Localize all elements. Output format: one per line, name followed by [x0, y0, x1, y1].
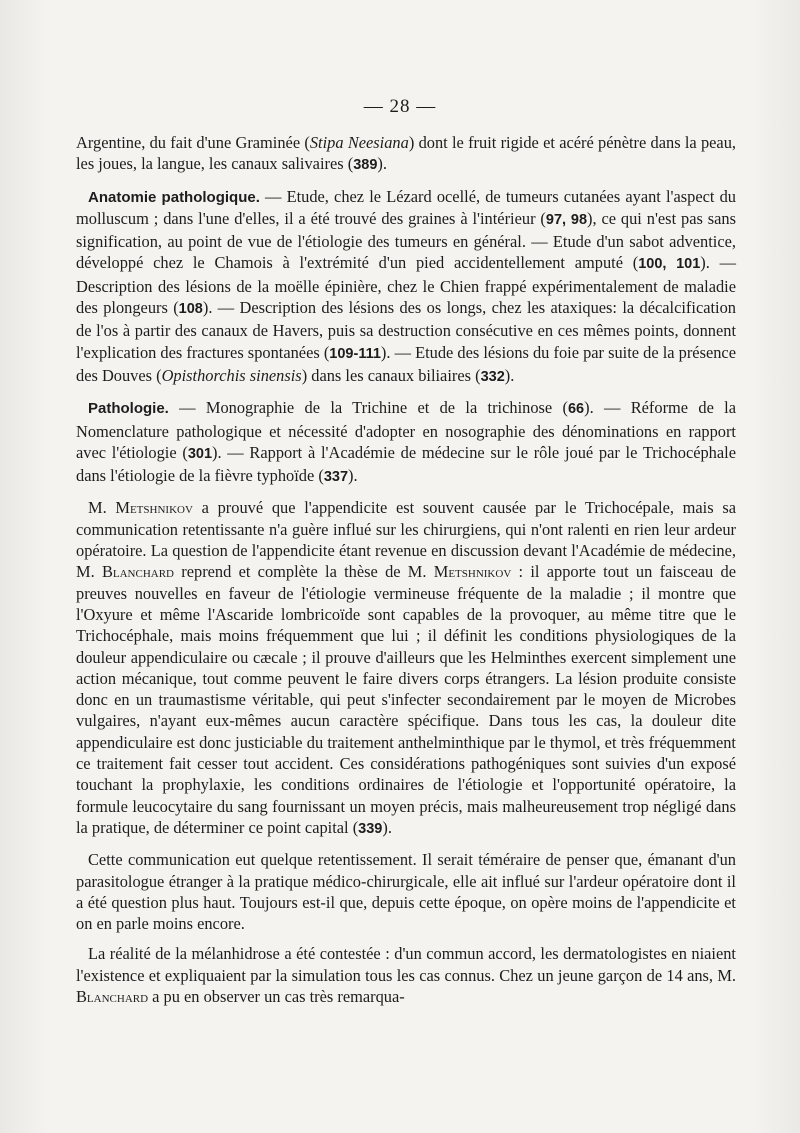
- text-run: Cette communication eut quelque retentissement. Il serait téméraire de penser que, émanant d'un parasitologue étranger à la pratique médico-chirurgicale, elle ait influé sur l'ardeur opératoire dont il a été question plus haut. Toujours est-il que, depuis cette époque, on opère moins de l'appendicite et on en parle moins encore.: [76, 850, 736, 934]
- text-run: ).: [382, 817, 392, 837]
- author-name: Metshnikov: [115, 498, 193, 518]
- species-name: Opisthorchis sinensis: [161, 365, 302, 385]
- text-run: — Monographie de la Trichine et de la trichinose (: [168, 398, 568, 418]
- page-body: [76, 132, 736, 1016]
- paragraph-pathologie: [76, 397, 736, 488]
- text-run: Argentine, du fait d'une Graminée (: [76, 133, 310, 152]
- reference-number: 337: [323, 469, 349, 486]
- paragraph-anatomie-pathologique: [76, 186, 736, 389]
- text-run: a pu en observer un cas très remarqua-: [148, 986, 405, 1006]
- reference-number: 109-111: [329, 345, 381, 362]
- text-run: — Etude, chez le Lézard ocellé, de tumeurs cutanées ayant l'aspect du molluscum ; dans l'une d'elles, il a été trouvé des graines à l'intérieur (: [76, 186, 736, 228]
- text-run: La réalité de la mélanhidrose a été contestée : d'un commun accord, les dermatologistes en niaient l'existence et expliquaient par la simulation tous les cas connus. Chez un jeune garçon de 14 ans, M.: [76, 944, 736, 985]
- author-name: Metshnikov: [433, 562, 512, 582]
- species-name: Stipa Neesiana: [309, 133, 409, 152]
- text-run: ). — Description des lésions de la moëlle épinière, chez le Chien frappé expérimentalement de maladie des plongeurs (: [76, 253, 736, 318]
- reference-number: 301: [187, 445, 213, 462]
- author-name: Blanchard: [101, 562, 174, 582]
- paragraph-argentine: [76, 132, 736, 177]
- text-run: ). — Réforme de la Nomenclature pathologique et nécessité d'adopter en nosographie des dénominations en rapport avec l'étiologie (: [76, 398, 736, 462]
- text-run: : il apporte tout un faisceau de preuves nouvelles en faveur de l'étiologie vermineuse fréquente de la maladie ; il montre que l'Oxyure et même l'Ascaride lombricoïde sont capables de la provoquer, au même titre que le Trichocéphale, mais moins fréquemment que lui ; il définit les conditions physiologiques de la douleur appendiculaire ou cæcale ; il prouve d'ailleurs que les Helminthes exercent simplement une action mécanique, tout comme peuvent le faire divers corps étrangers. La lésion produite consiste donc en un traumastisme véritable, qui peut s'infecter secondairement par le moyen de Microbes vulgaires, n'ayant eux-mêmes aucun caractère spécifique. Dans tous les cas, la douleur dite appendiculaire est donc justiciable du traitement anthelminthique par le thymol, et très fréquemment ce traitement fait cesser tout accident. Ces considérations pathogéniques sont suivies d'un exposé touchant la prophylaxie, les conditions ordinaires de l'étiologie et l'opportunité opératoire, la formule leucocytaire du sang fournissant un moyen précis, mais malheureusement trop négligé dans la pratique, de déterminer ce point capital (: [76, 562, 736, 837]
- section-heading: Pathologie.: [88, 400, 169, 418]
- text-run: ). — Description des lésions des os longs, chez les ataxiques: la décalcification de l'os à partir des canaux de Havers, puis sa destruction consécutive en ces mêmes points, donnent l'explication des fractures spontanées (: [76, 298, 736, 362]
- text-run: ). — Rapport à l'Académie de médecine sur le rôle joué par le Trichocéphale dans l'étiologie de la fièvre typhoïde (: [76, 442, 736, 486]
- section-heading: Anatomie pathologique.: [88, 188, 260, 206]
- text-run: ) dont le fruit rigide et acéré pénètre dans la peau, les joues, la langue, les canaux salivaires (: [76, 133, 736, 174]
- reference-number: 100, 101: [638, 256, 701, 273]
- reference-number: 332: [480, 368, 505, 385]
- page-number: — 28 —: [363, 96, 437, 117]
- text-run: ). — Etude des lésions du foie par suite de la présence des Douves (: [76, 342, 736, 385]
- reference-number: 389: [353, 157, 378, 174]
- text-run: reprend et complète la thèse de M.: [174, 562, 434, 582]
- reference-number: 108: [178, 301, 203, 318]
- paragraph-metshnikov: [76, 497, 736, 840]
- text-run: M.: [88, 498, 116, 518]
- text-run: ).: [377, 154, 387, 174]
- reference-number: 339: [358, 820, 383, 837]
- text-run: ).: [504, 365, 515, 385]
- text-run: ), ce qui n'est pas sans signification, au point de vue de l'étiologie des tumeurs en général. — Etude d'un sabot adventice, développé chez le Chamois à l'extrémité d'un pied accidentellement amputé (: [76, 208, 736, 273]
- reference-number: 66: [567, 401, 585, 418]
- reference-number: 97, 98: [545, 211, 588, 228]
- text-run: ).: [348, 466, 358, 486]
- paragraph-melanhidrose: [76, 943, 736, 1007]
- paragraph-communication: [76, 849, 736, 934]
- text-run: a prouvé que l'appendicite est souvent causée par le Trichocépale, mais sa communication retentissante n'a guère influé sur les chirurgiens, qui n'ont ralenti en rien leur ardeur opératoire. La question de l'appendicite étant revenue en discussion devant l'Académie de médecine, M.: [76, 498, 736, 582]
- text-run: ) dans les canaux biliaires (: [301, 365, 481, 385]
- author-name: Blanchard: [76, 986, 149, 1006]
